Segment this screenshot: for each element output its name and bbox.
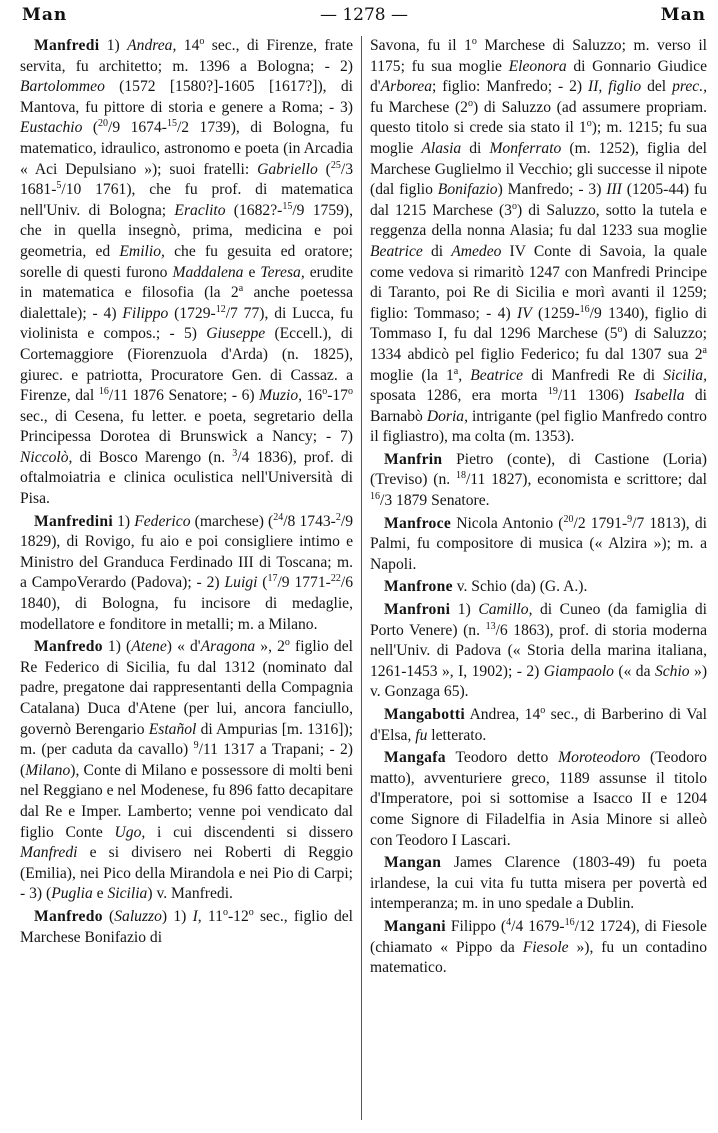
entry-headword: Manfrone	[384, 578, 453, 596]
dictionary-entry: Manfredo (Saluzzo) 1) I, 11$^o$-12$^o$ sec., figlio del Marchese Bonifazio di	[20, 906, 354, 946]
entry-headword: Mangafa	[384, 749, 446, 767]
dictionary-entry: Mangafa Teodoro detto Moroteodoro (Teodoro matto), avventuriere greco, 1189 assunse il titolo d'Imperatore, poi si sottomise a Isacco II e 1204 come Signore di Filadelfia in Asia Minore si alleò con Teodoro I Lascari.	[370, 749, 707, 849]
dictionary-entry: Mangan James Clarence (1803-49) fu poeta irlandese, la cui vita fu tutta misera per povertà ed intemperanza; m. in uno spedale a Dublin.	[370, 854, 707, 913]
dictionary-entry: Manfredo 1) (Atene) « d'Aragona », 2$^o$ figlio del Re Federico di Sicilia, fu dal 1312 (nominato dal padre, pregatone dai rappresentanti della Compagnia Catalana) Duca d'Atene (per lui, ancora fanciullo, governò Berengario Estañol di Ampurias [m. 1316]); m. (per caduta da cavallo) $^9$/11 1317 a Trapani; - 2) (Milano), Conte di Milano e possessore di molti beni nel Reggiano e nel Modenese, fu 896 fatto decapitare dal Re e Imper. Lamberto; venne poi vendicato dal figlio Conte Ugo, i cui discendenti si dissero Manfredi e si divisero nei Roberti di Reggio (Emilia), nei Pico della Mirandola e nei Pio di Carpi; - 3) (Puglia e Sicilia) v. Manfredi.	[20, 637, 353, 903]
header-right-guide-word: Man	[660, 5, 706, 25]
entry-headword: Manfredini	[34, 512, 113, 530]
dictionary-entry: Manfrone v. Schio (da) (G. A.).	[384, 578, 588, 596]
entry-headword: Manfredi	[34, 37, 100, 54]
dictionary-entry: Manfredi 1) Andrea, 14$^o$ sec., di Firenze, frate servita, fu architetto; m. 1396 a Bologna; - 2) Bartolommeo (1572 [1580?]-1605 [1617?]), di Mantova, fu pittore di storia e genere a Roma; - 3) Eustachio ($^{20}$/9 1674-$^{15}$/2 1739), di Bologna, fu matematico, idraulico, astronomo e poeta (in Arcadia « Aci Depulsiano »); suoi fratelli: Gabriello ($^{25}$/3 1681-$^5$/10 1761), che fu prof. di matematica nell'Univ. di Bologna; Eraclito (1682?-$^{15}$/9 1759), che in quella insegnò, prima, medicina e poi geometria, ed Emilio, che fu gesuita ed oratore; sorelle di questi furono Maddalena e Teresa, erudite in matematica e filosofia (la 2$^a$ anche poetessa dialettale); - 4) Filippo (1729-$^{12}$/7 77), di Lucca, fu violinista e compos.; - 5) Giuseppe (Eccell.), di Cortemaggiore (Fiorenzuola d'Arda) (n. 1825), giurec. e patriotta, Procuratore Gen. di Cassaz. a Firenze, dal $^{16}$/11 1876 Senatore; - 6) Muzio, 16$^o$-17$^o$ sec., di Cesena, fu letter. e poeta, segretario della Principessa Dorotea di Brunswick a Nancy; - 7) Niccolò, di Bosco Marengo (n. $^3$/4 1836), prof. di oftalmoiatria e clinica oculistica nell'Università di Pisa.	[20, 35, 354, 508]
entry-headword: Manfrin	[384, 450, 443, 468]
left-column	[20, 36, 353, 1126]
entry-headword: Manfredo	[34, 638, 103, 656]
entry-headword: Mangan	[384, 854, 442, 872]
dictionary-entry: Mangani Filippo ($^4$/4 1679-$^{16}$/12 1724), di Fiesole (chiamato « Pippo da Fiesole »), fu un contadino matematico.	[370, 916, 707, 977]
entry-headword: Manfredo	[34, 907, 103, 925]
right-column	[370, 36, 707, 1126]
page-number: — 1278 —	[319, 5, 409, 25]
running-header	[22, 3, 706, 27]
entry-headword: Manfroce	[384, 514, 452, 532]
dictionary-entry: Savona, fu il 1$^o$ Marchese di Saluzzo; m. verso il 1175; fu sua moglie Eleonora di Gonnario Giudice d'Arborea; figlio: Manfredo; - 2) II, figlio del prec., fu Marchese (2$^o$) di Saluzzo (ad assumere propriam. questo titolo si crede sia stato il 1$^o$); m. 1215; fu sua moglie Alasia di Monferrato (m. 1252), figlia del Marchese Guglielmo il Vecchio; gli successe il nipote (dal figlio Bonifazio) Manfredo; - 3) III (1205-44) fu dal 1215 Marchese (3$^o$) di Saluzzo, sotto la tutela e reggenza della nonna Alasia; fu dal 1233 sua moglie Beatrice di Amedeo IV Conte di Savoia, la quale come vedova si rimaritò 1247 con Manfredi Principe di Taranto, poi Re di Sicilia e morì avanti il 1259; figlio: Tommaso; - 4) IV (1259-$^{16}$/9 1340), figlio di Tommaso I, fu dal 1296 Marchese (5$^o$) di Saluzzo; 1334 abdicò pel figlio Federico; fu dal 1307 sua 2$^a$ moglie (la 1$^a$, Beatrice di Manfredi Re di Sicilia, sposata 1286, era morta $^{19}$/11 1306) Isabella di Barnabò Doria, intrigante (pel figlio Manfredo contro il figliastro), ma colta (m. 1353).	[370, 35, 708, 446]
entry-headword: Mangani	[384, 917, 446, 935]
header-left-guide-word: Man	[22, 5, 68, 25]
entry-headword: Mangabotti	[384, 706, 465, 723]
dictionary-entry: Manfroni 1) Camillo, di Cuneo (da famiglia di Porto Venere) (n. $^{13}$/6 1863), prof. di storia moderna nell'Univ. di Padova (« Storia della marina italiana, 1261-1453 », I, 1902); - 2) Giampaolo (« da Schio ») v. Gonzaga 65).	[370, 601, 708, 701]
dictionary-entry: Manfredini 1) Federico (marchese) ($^{24}$/8 1743-$^2$/9 1829), di Rovigo, fu aio e poi consigliere intimo e Ministro del Granduca Ferdinado III di Toscana; m. a CampoVerardo (Padova); - 2) Luigi ($^{17}$/9 1771-$^{22}$/6 1840), di Bologna, fu incisore di medaglie, modellatore e fonditore in metalli; m. a Milano.	[20, 511, 353, 633]
dictionary-entry: Mangabotti Andrea, 14$^o$ sec., di Barberino di Val d'Elsa, fu letterato.	[370, 704, 707, 744]
dictionary-entry: Manfrin Pietro (conte), di Castione (Loria) (Treviso) (n. $^{18}$/11 1827), economista e scrittore; dal $^{16}$/3 1879 Senatore.	[370, 450, 707, 510]
entry-headword: Manfroni	[384, 601, 451, 619]
dictionary-entry: Manfroce Nicola Antonio ($^{20}$/2 1791-$^9$/7 1813), di Palmi, fu compositore di musica (« Alzira »); m. a Napoli.	[370, 513, 707, 573]
column-divider	[361, 36, 362, 1120]
